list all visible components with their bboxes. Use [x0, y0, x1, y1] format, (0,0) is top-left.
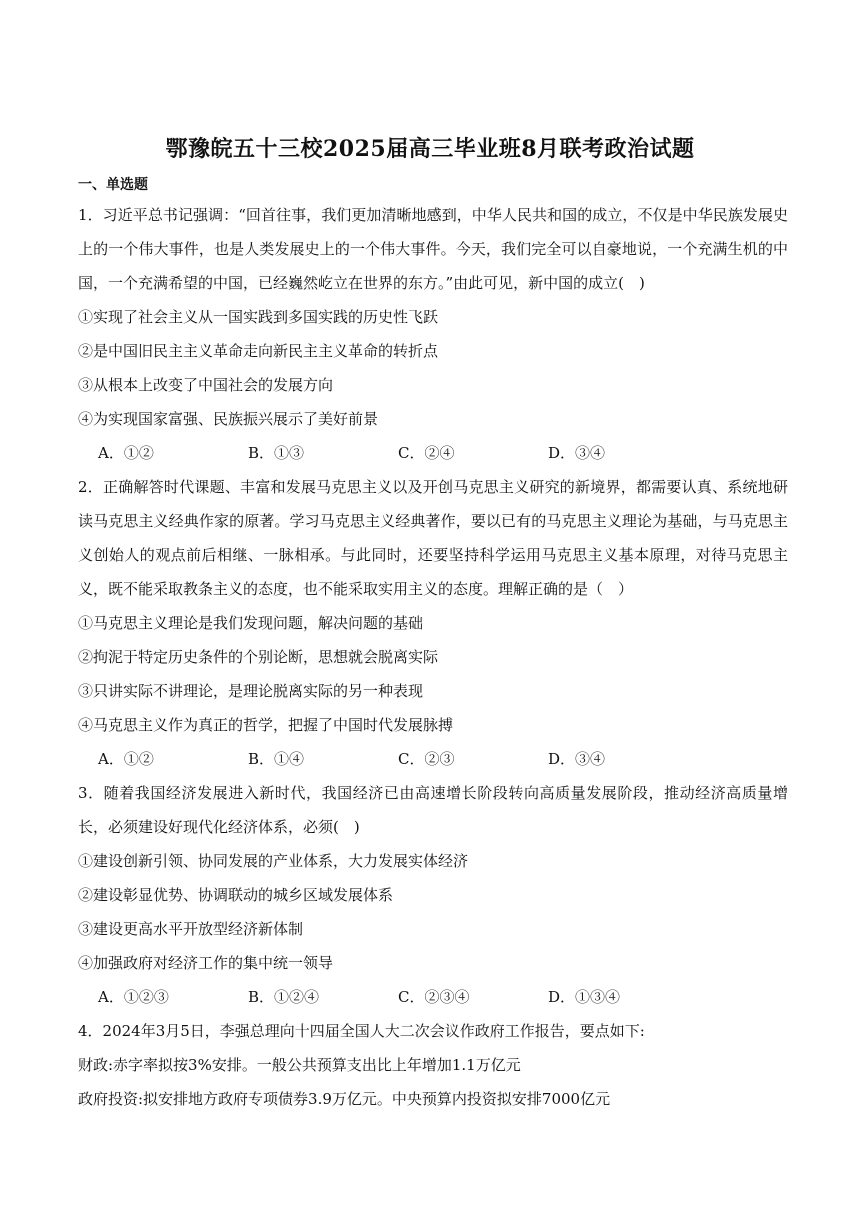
- question-2-option-2: ②拘泥于特定历史条件的个别论断，思想就会脱离实际: [78, 648, 439, 666]
- question-3-choices: [78, 980, 788, 1014]
- choice-c[interactable]: C．②④: [398, 444, 455, 462]
- choice-d[interactable]: D．③④: [548, 750, 606, 768]
- question-2-choices: [78, 742, 788, 776]
- question-3-option-3: ③建设更高水平开放型经济新体制: [78, 920, 304, 938]
- exam-title: 鄂豫皖五十三校2025届高三毕业班8月联考政治试题: [165, 136, 695, 162]
- section-heading: 一、单选题: [78, 177, 148, 193]
- choice-a[interactable]: A．①②③: [98, 988, 169, 1006]
- question-2-stem: 2．正确解答时代课题、丰富和发展马克思主义以及开创马克思主义研究的新境界，都需要认真、系统地研读马克思主义经典作家的原著。学习马克思主义经典著作，要以已有的马克思主义理论为基础，与马克思主义创始人的观点前后相继、一脉相承。与此同时，还要坚持科学运用马克思主义基本原理，对待马克思主义，既不能采取教条主义的态度，也不能采取实用主义的态度。理解正确的是（ ）: [78, 478, 788, 598]
- question-4-point-2: 政府投资:拟安排地方政府专项债券3.9万亿元。中央预算内投资拟安排7000亿元: [78, 1090, 611, 1108]
- question-4-stem: 4．2024年3月5日，李强总理向十四届全国人大二次会议作政府工作报告，要点如下:: [78, 1022, 645, 1040]
- question-3-option-2: ②建设彰显优势、协调联动的城乡区域发展体系: [78, 886, 394, 904]
- question-2-option-4: ④马克思主义作为真正的哲学，把握了中国时代发展脉搏: [78, 716, 454, 734]
- question-4-point-1: 财政:赤字率拟按3%安排。一般公共预算支出比上年增加1.1万亿元: [78, 1056, 521, 1074]
- choice-b[interactable]: B．①④: [248, 750, 305, 768]
- question-3-option-1: ①建设创新引领、协同发展的产业体系，大力发展实体经济: [78, 852, 469, 870]
- question-3-stem: 3．随着我国经济发展进入新时代，我国经济已由高速增长阶段转向高质量发展阶段，推动经济高质量增长，必须建设好现代化经济体系，必须( ): [78, 784, 788, 836]
- question-list: [78, 198, 788, 1116]
- question-2-option-1: ①马克思主义理论是我们发现问题，解决问题的基础: [78, 614, 424, 632]
- choice-c[interactable]: C．②③④: [398, 988, 470, 1006]
- choice-a[interactable]: A．①②: [98, 444, 154, 462]
- choice-d[interactable]: D．①③④: [548, 988, 621, 1006]
- question-1-choices: [78, 436, 788, 470]
- question-3-option-4: ④加强政府对经济工作的集中统一领导: [78, 954, 334, 972]
- question-1-option-2: ②是中国旧民主主义革命走向新民主主义革命的转折点: [78, 342, 439, 360]
- question-1-option-3: ③从根本上改变了中国社会的发展方向: [78, 376, 334, 394]
- choice-b[interactable]: B．①②④: [248, 988, 320, 1006]
- choice-a[interactable]: A．①②: [98, 750, 154, 768]
- question-1-stem: 1．习近平总书记强调：“回首往事，我们更加清晰地感到，中华人民共和国的成立，不仅是中华民族发展史上的一个伟大事件，也是人类发展史上的一个伟大事件。今天，我们完全可以自豪地说，一个充满生机的中国，一个充满希望的中国，已经巍然屹立在世界的东方。”由此可见，新中国的成立( ): [78, 206, 788, 292]
- choice-c[interactable]: C．②③: [398, 750, 455, 768]
- choice-b[interactable]: B．①③: [248, 444, 305, 462]
- question-1-option-4: ④为实现国家富强、民族振兴展示了美好前景: [78, 410, 379, 428]
- question-1-option-1: ①实现了社会主义从一国实践到多国实践的历史性飞跃: [78, 308, 439, 326]
- choice-d[interactable]: D．③④: [548, 444, 606, 462]
- question-2-option-3: ③只讲实际不讲理论，是理论脱离实际的另一种表现: [78, 682, 424, 700]
